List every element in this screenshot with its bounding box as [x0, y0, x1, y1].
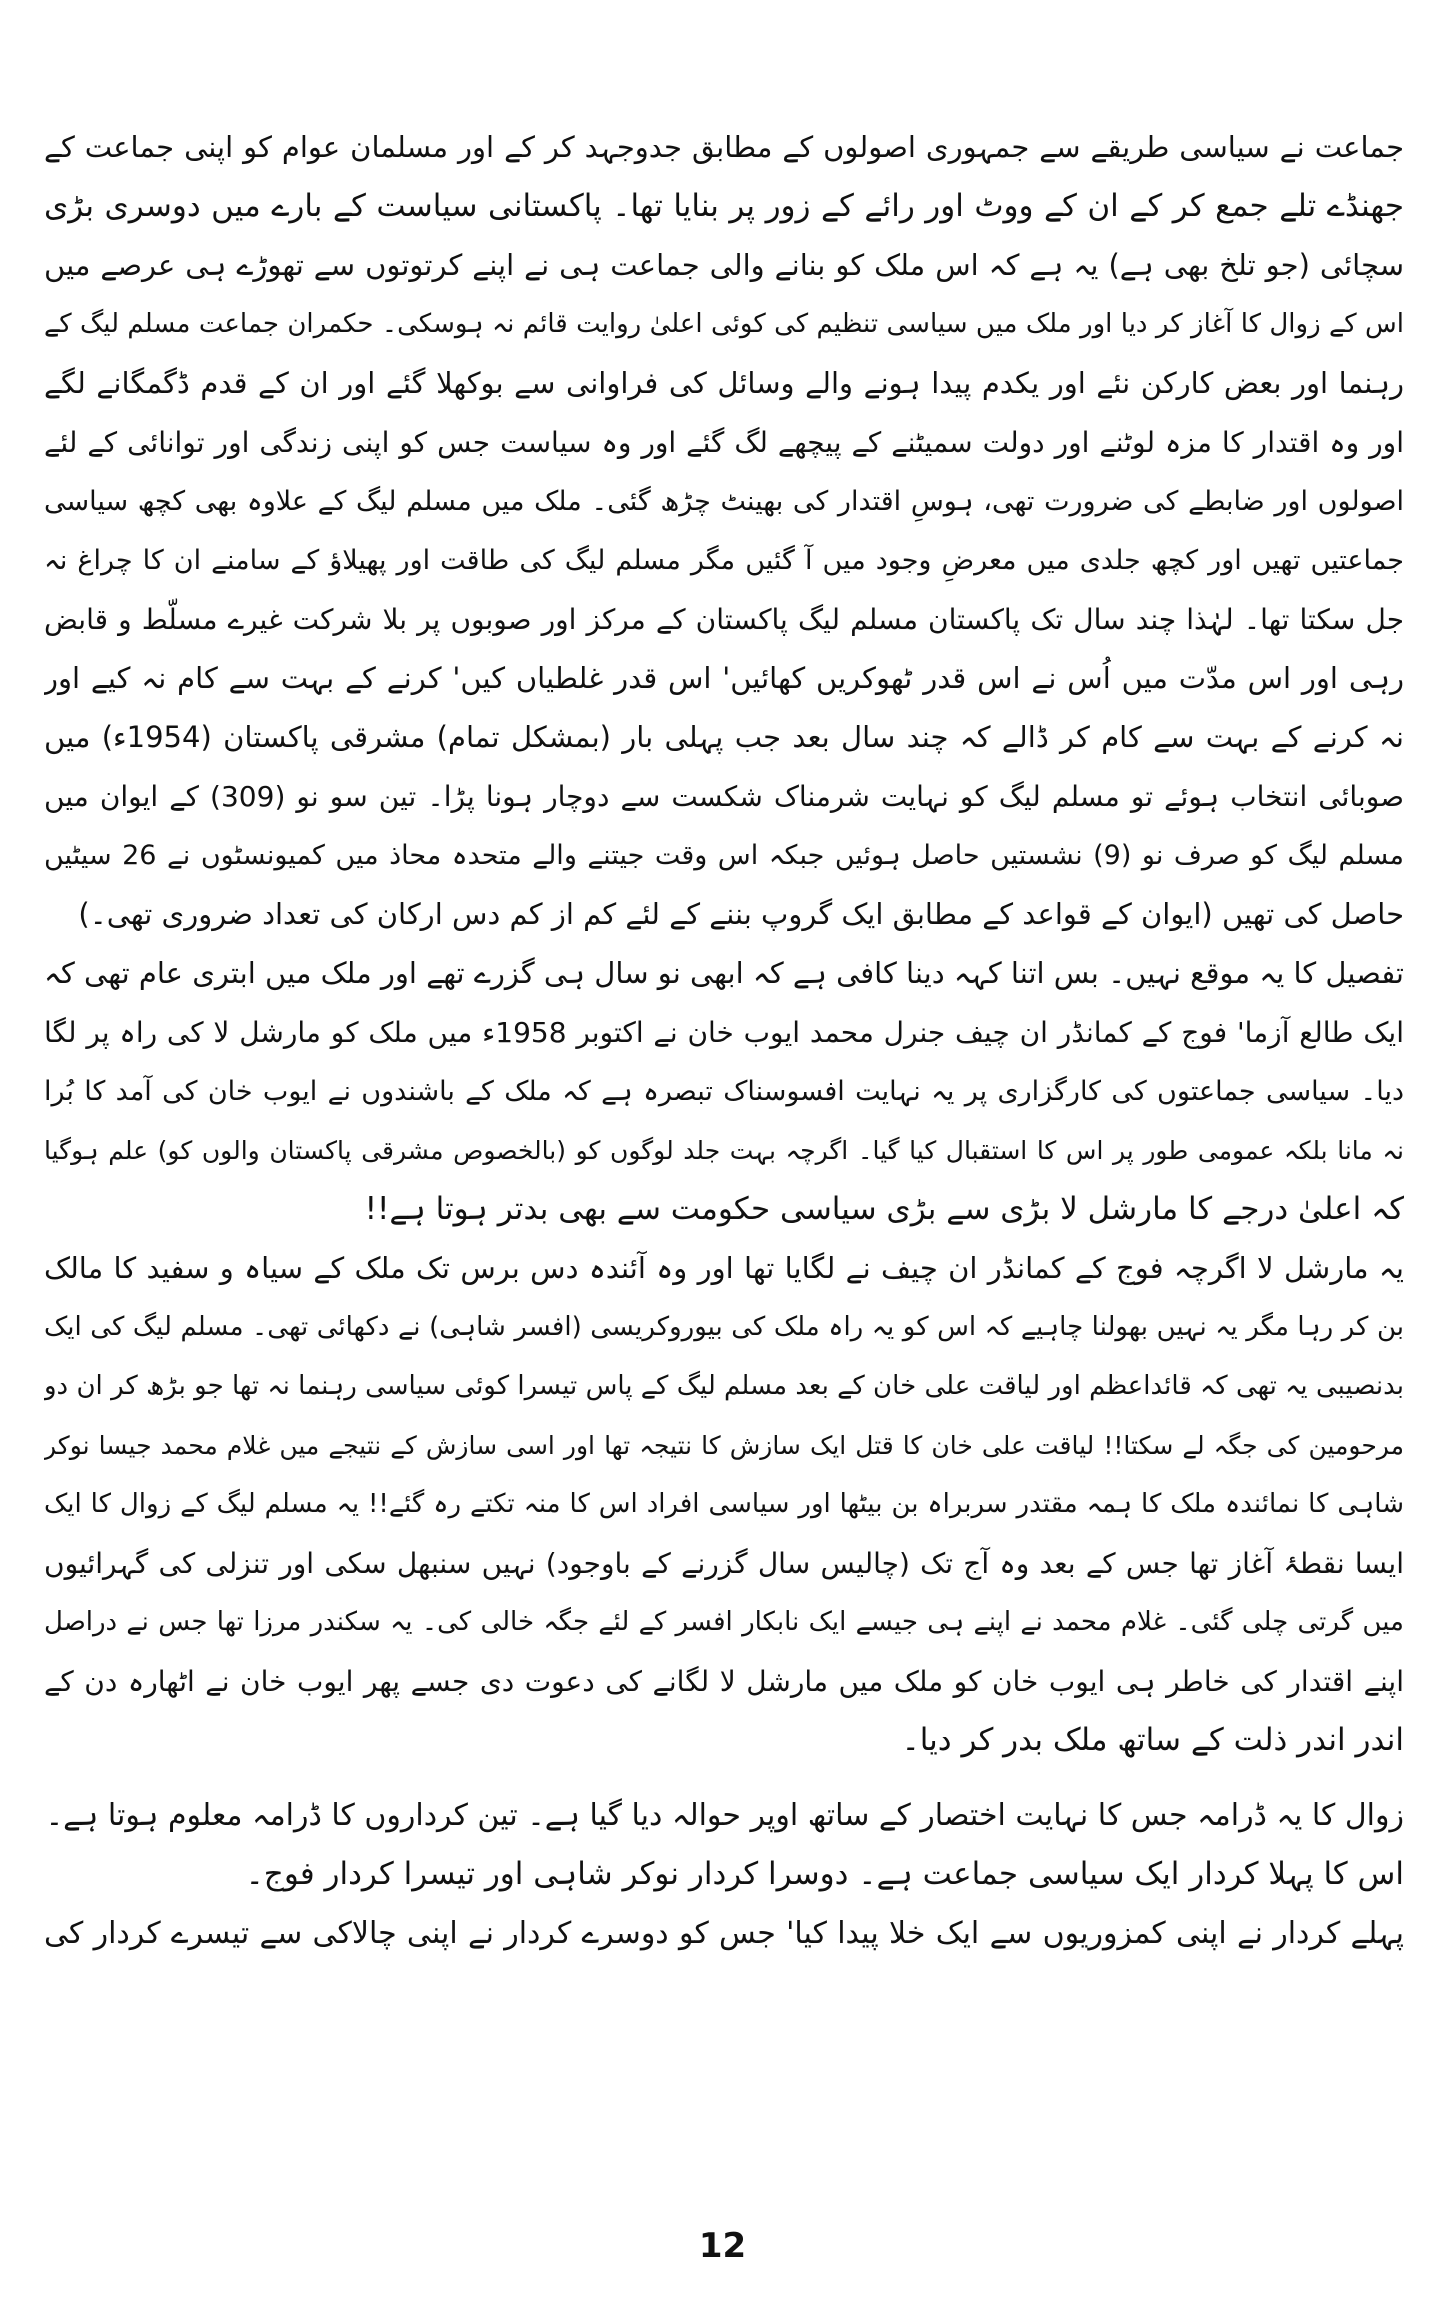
text-line: نہ مانا بلکہ عمومی طور پر اس کا استقبال کیا گیا۔ اگرچہ بہت جلد لوگوں کو (بالخصوص مشرقی پاکستان والوں کو) علم ہوگیا: [44, 1136, 1404, 1165]
text-line: مرحومین کی جگہ لے سکتا!! لیاقت علی خان کا قتل ایک سازش کا نتیجہ تھا اور اسی سازش کے نتیجے میں غلام محمد جیسا نوکر: [44, 1431, 1404, 1460]
text-line: اپنے اقتدار کی خاطر ہی ایوب خان کو ملک میں مارشل لا لگانے کی دعوت دی جسے پھر ایوب خان نے اٹھارہ دن کے: [44, 1665, 1404, 1698]
page-number: 12: [698, 2226, 747, 2266]
text-line: اندر اندر ذلت کے ساتھ ملک بدر کر دیا۔: [901, 1722, 1404, 1758]
text-line: حاصل کی تھیں (ایوان کے قواعد کے مطابق ایک گروپ بننے کے لئے کم از کم دس ارکان کی تعداد ضروری تھی۔): [78, 897, 1404, 931]
text-line: سچائی (جو تلخ بھی ہے) یہ ہے کہ اس ملک کو بنانے والی جماعت ہی نے اپنے کرتوتوں سے تھوڑے ہی عرصے میں: [44, 248, 1404, 282]
text-line: جماعتیں تھیں اور کچھ جلدی میں معرضِ وجود میں آ گئیں مگر مسلم لیگ کی طاقت اور پھیلاؤ کے سامنے ان کا چراغ نہ: [44, 545, 1404, 576]
text-line: یہ مارشل لا اگرچہ فوج کے کمانڈر ان چیف نے لگایا تھا اور وہ آئندہ دس برس تک ملک کے سیاہ و سفید کا مالک: [44, 1251, 1404, 1285]
text-line: مسلم لیگ کو صرف نو (9) نشستیں حاصل ہوئیں جبکہ اس وقت جیتنے والے متحدہ محاذ میں کمیونسٹوں نے 26 سیٹیں: [44, 840, 1404, 871]
text-line: رہنما اور بعض کارکن نئے اور یکدم پیدا ہونے والے وسائل کی فراوانی سے بوکھلا گئے اور ان کے قدم ڈگمگانے لگے: [44, 366, 1404, 400]
text-line: اور وہ اقتدار کا مزہ لوٹنے اور دولت سمیٹنے کے پیچھے لگ گئے اور وہ سیاست جس کو اپنی زندگی اور توانائی کے لئے: [44, 426, 1404, 459]
text-line: تفصیل کا یہ موقع نہیں۔ بس اتنا کہہ دینا کافی ہے کہ ابھی نو سال ہی گزرے تھے اور ملک میں ابتری عام تھی کہ: [44, 956, 1404, 990]
text-line: اس کا پہلا کردار ایک سیاسی جماعت ہے۔ دوسرا کردار نوکر شاہی اور تیسرا کردار فوج۔: [245, 1856, 1404, 1892]
text-line: نہ کرنے کے بہت سے کام کر ڈالے کہ چند سال بعد جب پہلی بار (بمشکل تمام) مشرقی پاکستان (1954ء) میں: [44, 720, 1404, 754]
text-line: شاہی کا نمائندہ ملک کا ہمہ مقتدر سربراہ بن بیٹھا اور سیاسی افراد اس کا منہ تکتے رہ گئے!! یہ مسلم لیگ کے زوال کا ایک: [44, 1489, 1404, 1519]
text-line: بن کر رہا مگر یہ نہیں بھولنا چاہیے کہ اس کو یہ راہ ملک کی بیوروکریسی (افسر شاہی) نے دکھائی تھی۔ مسلم لیگ کی ایک: [44, 1312, 1404, 1342]
text-line: پہلے کردار نے اپنی کمزوریوں سے ایک خلا پیدا کیا' جس کو دوسرے کردار نے اپنی چالاکی سے تیسرے کردار کی: [44, 1916, 1404, 1951]
text-line: کہ اعلیٰ درجے کا مارشل لا بڑی سے بڑی سیاسی حکومت سے بھی بدتر ہوتا ہے!!: [364, 1191, 1404, 1227]
text-line: جل سکتا تھا۔ لہٰذا چند سال تک پاکستان مسلم لیگ پاکستان کے مرکز اور صوبوں پر بلا شرکت غیرے مسلّط و قابض: [44, 603, 1404, 636]
text-line: رہی اور اس مدّت میں اُس نے اس قدر ٹھوکریں کھائیں' اس قدر غلطیاں کیں' کرنے کے بہت سے کام نہ کیے اور: [44, 661, 1404, 695]
text-line: میں گرتی چلی گئی۔ غلام محمد نے اپنے ہی جیسے ایک نابکار افسر کے لئے جگہ خالی کی۔ یہ سکندر مرزا تھا جس نے دراصل: [44, 1607, 1404, 1637]
text-line: بدنصیبی یہ تھی کہ قائداعظم اور لیاقت علی خان کے بعد مسلم لیگ کے پاس تیسرا کوئی سیاسی رہنما نہ تھا جو بڑھ کر ان دو: [44, 1371, 1404, 1401]
text-line: ایسا نقطۂ آغاز تھا جس کے بعد وہ آج تک (چالیس سال گزرنے کے باوجود) نہیں سنبھل سکی اور تنزلی کی گہرائیوں: [44, 1547, 1404, 1580]
text-line: جماعت نے سیاسی طریقے سے جمہوری اصولوں کے مطابق جدوجہد کر کے اور مسلمان عوام کو اپنی جماعت کے: [44, 130, 1404, 164]
text-line: اصولوں اور ضابطے کی ضرورت تھی، ہوسِ اقتدار کی بھینٹ چڑھ گئی۔ ملک میں مسلم لیگ کے علاوہ بھی کچھ سیاسی: [44, 486, 1404, 517]
body-text: [44, 118, 1404, 2208]
text-line: ایک طالع آزما' فوج کے کمانڈر ان چیف جنرل محمد ایوب خان نے اکتوبر 1958ء میں ملک کو مارشل لا کی راہ پر لگا: [44, 1016, 1404, 1049]
text-line: زوال کا یہ ڈرامہ جس کا نہایت اختصار کے ساتھ اوپر حوالہ دیا گیا ہے۔ تین کرداروں کا ڈرامہ معلوم ہوتا ہے۔: [45, 1798, 1404, 1833]
text-line: جھنڈے تلے جمع کر کے ان کے ووٹ اور رائے کے زور پر بنایا تھا۔ پاکستانی سیاست کے بارے میں دوسری بڑی: [44, 188, 1404, 224]
text-line: دیا۔ سیاسی جماعتوں کی کارگزاری پر یہ نہایت افسوسناک تبصرہ ہے کہ ملک کے باشندوں نے ایوب خان کی آمد کا بُرا: [44, 1076, 1404, 1107]
text-line: صوبائی انتخاب ہوئے تو مسلم لیگ کو نہایت شرمناک شکست سے دوچار ہونا پڑا۔ تین سو نو (309) کے ایوان میں: [44, 780, 1404, 813]
text-line: اس کے زوال کا آغاز کر دیا اور ملک میں سیاسی تنظیم کی کوئی اعلیٰ روایت قائم نہ ہوسکی۔ حکمران جماعت مسلم لیگ کے: [44, 309, 1404, 339]
